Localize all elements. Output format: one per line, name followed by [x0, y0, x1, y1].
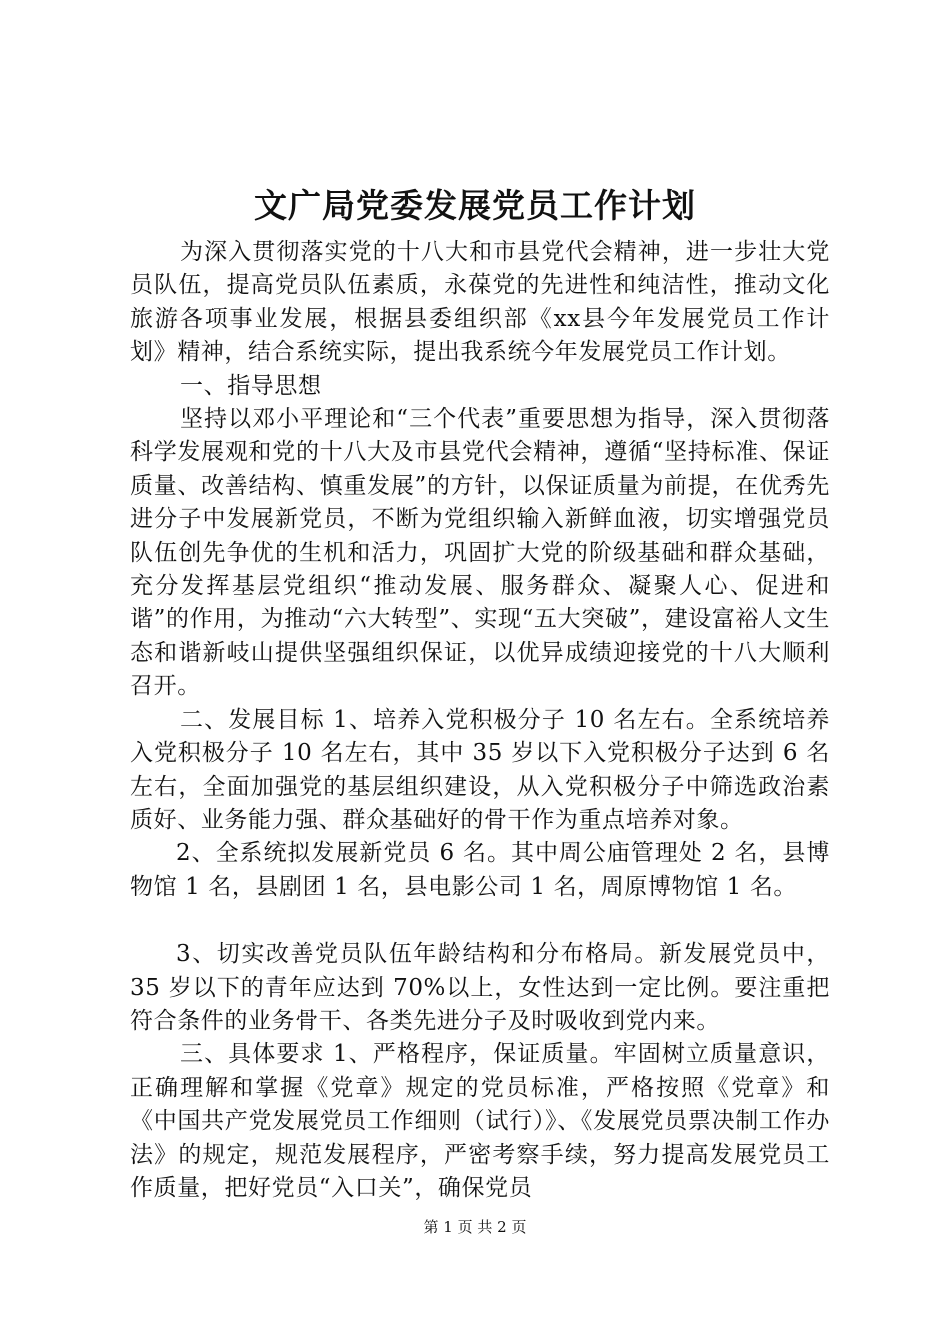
page-footer: 第 1 页 共 2 页 [423, 1218, 527, 1236]
development-goals-paragraph: 二、发展目标 1、培养入党积极分子 10 名左右。全系统培养入党积极分子 10 名左右，其中 35 岁以下入党积极分子达到 6 名左右，全面加强党的基层组织建设，从入党积极分子中筛选政治素质好、业务能力强、群众基础好的骨干作为重点培养对象。 [130, 706, 830, 833]
specific-requirements-paragraph: 三、具体要求 1、严格程序，保证质量。牢固树立质量意识，正确理解和掌握《党章》规定的党员标准，严格按照《党章》和《中国共产党发展党员工作细则（试行）》、《发展党员票决制工作办法》的规定，规范发展程序，严密考察手续，努力提高发展党员工作质量，把好党员“入口关”，确保党员 [130, 1041, 830, 1201]
intro-paragraph: 为深入贯彻落实党的十八大和市县党代会精神，进一步壮大党员队伍，提高党员队伍素质，永葆党的先进性和纯洁性，推动文化旅游各项事业发展，根据县委组织部《xx县今年发展党员工作计划》精神，结合系统实际，提出我系统今年发展党员工作计划。 [130, 239, 830, 366]
document-title: 文广局党委发展党员工作计划 [254, 186, 696, 225]
document-body [130, 236, 830, 1205]
goal-2-paragraph: 2、全系统拟发展新党员 6 名。其中周公庙管理处 2 名，县博物馆 1 名，县剧团 1 名，县电影公司 1 名，周原博物馆 1 名。 [130, 840, 830, 900]
guiding-ideology-paragraph: 坚持以邓小平理论和“三个代表”重要思想为指导，深入贯彻落科学发展观和党的十八大及市县党代会精神，遵循“坚持标准、保证质量、改善结构、慎重发展”的方针，以保证质量为前提，在优秀先进分子中发展新党员，不断为党组织输入新鲜血液，切实增强党员队伍创先争优的生机和活力，巩固扩大党的阶级基础和群众基础，充分发挥基层党组织“推动发展、服务群众、凝聚人心、促进和谐”的作用，为推动“六大转型”、实现“五大突破”，建设富裕人文生态和谐新岐山提供坚强组织保证，以优异成绩迎接党的十八大顺利召开。 [130, 406, 830, 700]
paragraph-gap [130, 904, 830, 938]
section-heading-guiding-ideology: 一、指导思想 [180, 372, 322, 399]
goal-3-paragraph: 3、切实改善党员队伍年龄结构和分布格局。新发展党员中，35 岁以下的青年应达到 70%以上，女性达到一定比例。要注重把符合条件的业务骨干、各类先进分子及时吸收到党内来。 [130, 941, 830, 1034]
